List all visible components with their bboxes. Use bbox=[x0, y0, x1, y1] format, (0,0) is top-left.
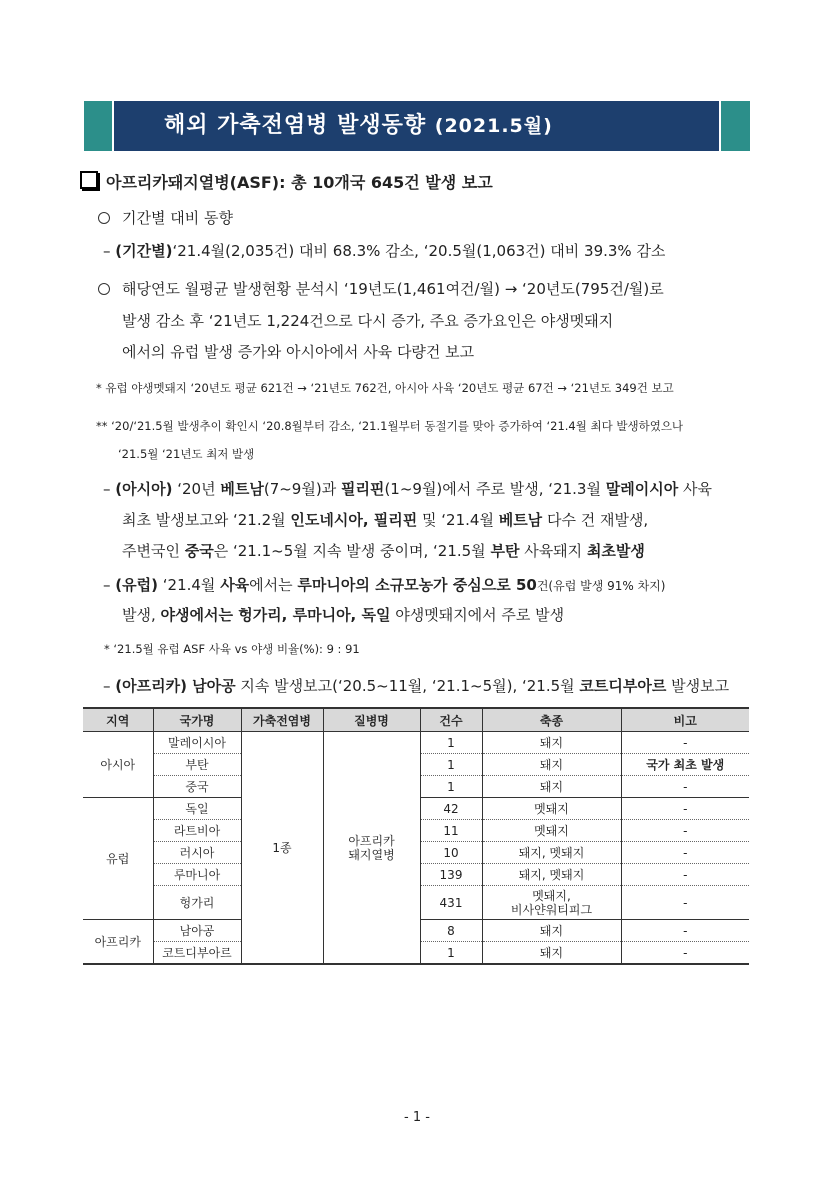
asia-line-3 bbox=[122, 540, 645, 561]
note-cell: - bbox=[621, 798, 749, 820]
table-header: 비고 bbox=[621, 708, 749, 732]
circle-bullet-icon bbox=[98, 283, 110, 295]
asia-text: 주변국인 bbox=[122, 542, 185, 560]
note-3: * ‘21.5월 유럽 ASF 사육 vs 야생 비율(%): 9 : 91 bbox=[104, 642, 360, 656]
species-cell bbox=[482, 886, 621, 920]
checkbox-square-icon bbox=[80, 171, 98, 189]
country-cell: 헝가리 bbox=[153, 886, 241, 920]
country-cell: 라트비아 bbox=[153, 820, 241, 842]
asia-text: 다수 건 재발생, bbox=[542, 511, 649, 529]
asia-bold: 최초발생 bbox=[586, 542, 645, 560]
europe-label: (유럽) bbox=[115, 576, 158, 594]
circle-bullet-icon bbox=[98, 212, 110, 224]
asia-text: ‘20년 bbox=[172, 480, 221, 498]
asia-line-1: – (아시아) ‘20년 베트남(7~9월)과 필리핀(1~9월)에서 주로 발생, ‘21.3월 말레이시아 사육 bbox=[103, 480, 712, 498]
count-cell: 1 bbox=[420, 942, 482, 965]
species-line: 비사얀워티피그 bbox=[510, 902, 593, 917]
europe-line-1: – (유럽) ‘21.4월 사육에서는 루마니아의 소규모농가 중심으로 50건(유럽 발생 91% 차지) bbox=[103, 576, 666, 594]
country-cell: 루마니아 bbox=[153, 864, 241, 886]
count-cell: 139 bbox=[420, 864, 482, 886]
species-cell: 돼지, 멧돼지 bbox=[482, 842, 621, 864]
note-1: * 유럽 야생멧돼지 ‘20년도 평균 621건 → ‘21년도 762건, 아시아 사육 ‘20년도 평균 67건 → ‘21년도 349건 보고 bbox=[96, 381, 674, 395]
asia-text: 최초 발생보고와 ‘21.2월 bbox=[122, 511, 291, 529]
asia-bold: 인도네시아, 필리핀 bbox=[290, 511, 418, 529]
period-bullet-line bbox=[98, 207, 233, 228]
count-cell: 8 bbox=[420, 920, 482, 942]
asia-text: (7~9월)과 bbox=[263, 480, 341, 498]
count-cell: 10 bbox=[420, 842, 482, 864]
disease-name-cell bbox=[323, 732, 420, 965]
period-dash-label: (기간별) bbox=[115, 242, 173, 260]
europe-line-2 bbox=[122, 604, 564, 625]
asia-line-2 bbox=[122, 509, 648, 530]
asia-text: 사육돼지 bbox=[519, 542, 587, 560]
note-cell: - bbox=[621, 776, 749, 798]
africa-text: 지속 발생보고(‘20.5~11월, ‘21.1~5월), ‘21.5월 bbox=[235, 677, 580, 695]
asia-text: 및 ‘21.4월 bbox=[417, 511, 499, 529]
table-header: 건수 bbox=[420, 708, 482, 732]
asia-bold: 부탄 bbox=[490, 542, 520, 560]
asia-text: 은 ‘21.1~5월 지속 발생 중이며, ‘21.5월 bbox=[213, 542, 491, 560]
species-cell: 돼지 bbox=[482, 732, 621, 754]
page-number: - 1 - bbox=[404, 1110, 430, 1125]
monthly-text-1: 해당연도 월평균 발생현황 분석시 ‘19년도(1,461여건/월) → ‘20년도(795건/월)로 bbox=[122, 280, 664, 298]
species-line: 멧돼지, bbox=[532, 888, 571, 903]
page-title bbox=[164, 101, 553, 151]
asia-bold: 베트남 bbox=[220, 480, 264, 498]
monthly-line-2: 발생 감소 후 ‘21년도 1,224건으로 다시 증가, 주요 증가요인은 야생멧돼지 bbox=[122, 312, 614, 330]
note-cell: - bbox=[621, 920, 749, 942]
species-cell: 돼지 bbox=[482, 776, 621, 798]
asia-bold: 필리핀 bbox=[340, 480, 385, 498]
asia-text: (1~9월)에서 주로 발생, ‘21.3월 bbox=[384, 480, 606, 498]
africa-line: – (아프리카) 남아공 지속 발생보고(‘20.5~11월, ‘21.1~5월), ‘21.5월 코트디부아르 발생보고 bbox=[103, 677, 730, 695]
species-cell: 멧돼지 bbox=[482, 798, 621, 820]
country-cell: 중국 bbox=[153, 776, 241, 798]
country-cell: 독일 bbox=[153, 798, 241, 820]
africa-bold: 남아공 bbox=[186, 677, 236, 695]
title-bar-main bbox=[114, 101, 719, 151]
note-2-line-2: ‘21.5월 ‘21년도 최저 발생 bbox=[118, 447, 255, 461]
title-bar-right-accent bbox=[721, 101, 750, 151]
outbreak-table bbox=[83, 707, 749, 965]
europe-text: 에서는 bbox=[249, 576, 298, 594]
europe-bold: 사육 bbox=[220, 576, 250, 594]
region-cell: 유럽 bbox=[83, 798, 153, 920]
count-cell: 1 bbox=[420, 776, 482, 798]
region-cell: 아프리카 bbox=[83, 920, 153, 965]
species-cell: 돼지, 멧돼지 bbox=[482, 864, 621, 886]
asia-text: 사육 bbox=[678, 480, 712, 498]
note-cell: 국가 최초 발생 bbox=[621, 754, 749, 776]
country-cell: 부탄 bbox=[153, 754, 241, 776]
asia-bold: 베트남 bbox=[498, 511, 543, 529]
africa-bold: 코트디부아르 bbox=[579, 677, 667, 695]
asia-bold: 말레이시아 bbox=[605, 480, 679, 498]
count-cell: 11 bbox=[420, 820, 482, 842]
disease-name-line: 아프리카 bbox=[348, 833, 395, 848]
count-cell: 431 bbox=[420, 886, 482, 920]
asia-bold: 중국 bbox=[184, 542, 214, 560]
country-cell: 남아공 bbox=[153, 920, 241, 942]
table-header: 국가명 bbox=[153, 708, 241, 732]
note-cell: - bbox=[621, 842, 749, 864]
species-cell: 돼지 bbox=[482, 754, 621, 776]
country-cell: 말레이시아 bbox=[153, 732, 241, 754]
note-2-line-1: ** ‘20/‘21.5월 발생추이 확인시 ‘20.8월부터 감소, ‘21.1월부터 동절기를 맞아 증가하여 ‘21.4월 최다 발생하였으나 bbox=[96, 419, 684, 433]
section-heading-text: 아프리카돼지열병(ASF): 총 10개국 645건 발생 보고 bbox=[106, 173, 493, 192]
europe-bold: 루마니아의 소규모농가 중심으로 50 bbox=[297, 576, 537, 594]
table-header: 가축전염병 bbox=[241, 708, 323, 732]
title-bar-left-accent bbox=[84, 101, 112, 151]
table-header-row bbox=[83, 708, 749, 732]
page-title-year: (2021.5월) bbox=[434, 115, 553, 137]
period-dash-text: ‘21.4월(2,035건) 대비 68.3% 감소, ‘20.5월(1,063건) 대비 39.3% 감소 bbox=[172, 242, 666, 260]
europe-text: 발생, bbox=[122, 606, 161, 624]
note-cell: - bbox=[621, 732, 749, 754]
title-bar bbox=[84, 101, 750, 151]
region-cell: 아시아 bbox=[83, 732, 153, 798]
page-title-main: 해외 가축전염병 발생동향 bbox=[164, 113, 427, 138]
section-heading bbox=[80, 170, 493, 196]
country-cell: 러시아 bbox=[153, 842, 241, 864]
note-cell: - bbox=[621, 820, 749, 842]
europe-text: 야생멧돼지에서 주로 발생 bbox=[390, 606, 565, 624]
europe-text: 건(유럽 발생 91% 차지) bbox=[536, 579, 666, 593]
africa-text: 발생보고 bbox=[666, 677, 730, 695]
count-cell: 1 bbox=[420, 732, 482, 754]
note-cell: - bbox=[621, 886, 749, 920]
table-header: 축종 bbox=[482, 708, 621, 732]
period-bullet-text: 기간별 대비 동향 bbox=[122, 209, 233, 227]
period-dash-line: – (기간별)‘21.4월(2,035건) 대비 68.3% 감소, ‘20.5월(1,063건) 대비 39.3% 감소 bbox=[103, 242, 666, 260]
note-cell: - bbox=[621, 864, 749, 886]
table-header: 질병명 bbox=[323, 708, 420, 732]
count-cell: 42 bbox=[420, 798, 482, 820]
europe-text: ‘21.4월 bbox=[157, 576, 221, 594]
species-cell: 돼지 bbox=[482, 920, 621, 942]
country-cell: 코트디부아르 bbox=[153, 942, 241, 965]
africa-label: (아프리카) bbox=[115, 677, 187, 695]
monthly-line-1 bbox=[98, 278, 664, 299]
species-cell: 멧돼지 bbox=[482, 820, 621, 842]
table-header: 지역 bbox=[83, 708, 153, 732]
table-row bbox=[83, 732, 749, 754]
disease-name-line: 돼지열병 bbox=[348, 847, 395, 862]
monthly-line-3: 에서의 유럽 발생 증가와 아시아에서 사육 다량건 보고 bbox=[122, 343, 475, 361]
disease-type-cell: 1종 bbox=[241, 732, 323, 965]
note-cell: - bbox=[621, 942, 749, 965]
count-cell: 1 bbox=[420, 754, 482, 776]
europe-bold: 야생에서는 헝가리, 루마니아, 독일 bbox=[160, 606, 391, 624]
asia-label: (아시아) bbox=[115, 480, 173, 498]
species-cell: 돼지 bbox=[482, 942, 621, 965]
